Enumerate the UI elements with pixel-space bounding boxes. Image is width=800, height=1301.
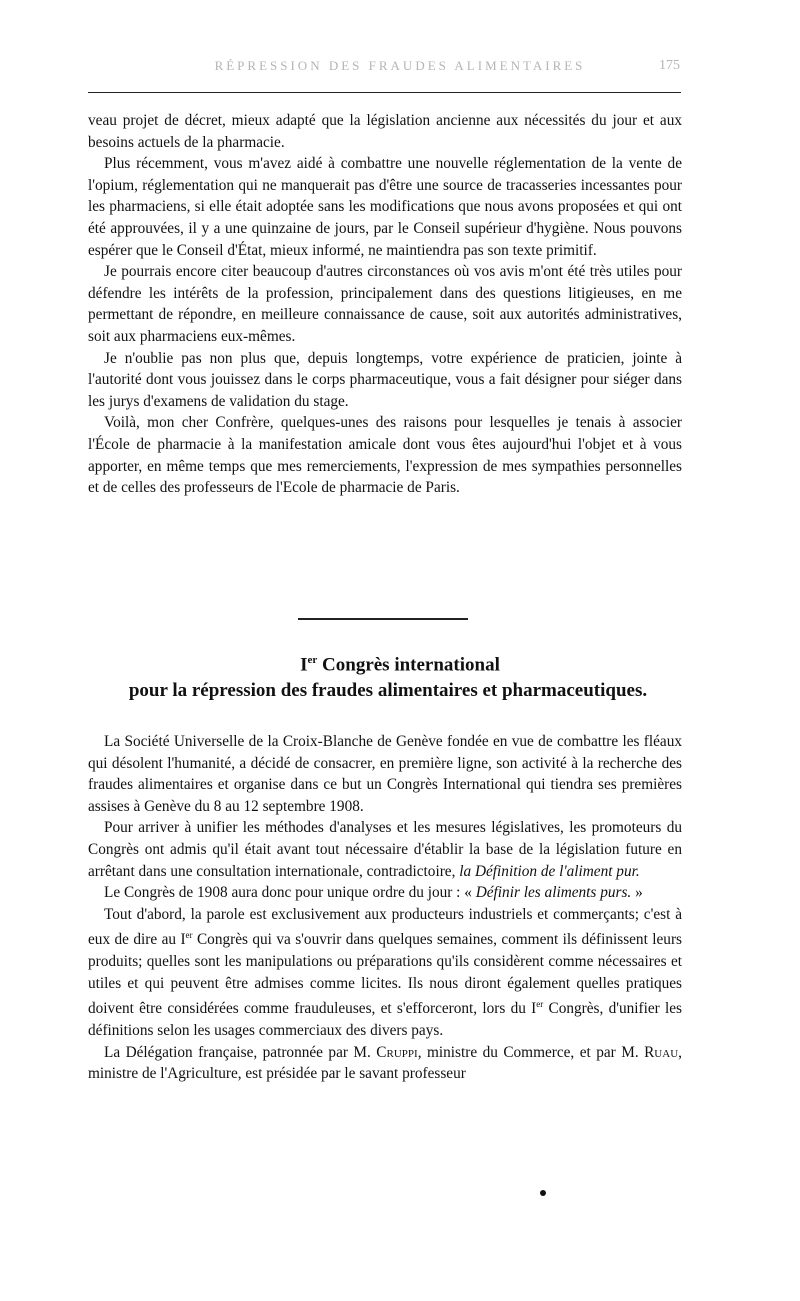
paragraph-text: Pour arriver à unifier les méthodes d'analyses et les mesures législatives, les promoteurs du Congrès ont admis qu'il était avant tout nécessaire d'établir la base de la législation future en arrêtant dans une consultation internationale, contradictoire,: [88, 819, 682, 880]
paragraph-text: , ministre de l'Agriculture, est présidée par le savant professeur: [88, 1043, 682, 1083]
paragraph: La Société Universelle de la Croix-Blanche de Genève fondée en vue de combattre les fléaux qui désolent l'humanité, a décidé de consacrer, en première ligne, son activité à la recherche des fraudes alimentaires et organise dans ce but un Congrès International qui tiendra ses premières assises à Genève du 8 au 12 septembre 1908.: [88, 733, 682, 815]
title-text: Congrès international: [317, 654, 500, 676]
ink-dot-mark: [540, 1190, 546, 1196]
superscript: er: [536, 999, 544, 1010]
paragraph: Voilà, mon cher Confrère, quelques-unes des raisons pour lesquelles je tenais à associer l'École de pharmacie à la manifestation amicale dont vous êtes aujourd'hui l'objet et à vous apporter, en même temps que mes remerciements, l'expression de mes sympathies personnelles et de celles des professeurs de l'Ecole de pharmacie de Paris.: [88, 414, 682, 497]
person-name: Ruau: [644, 1043, 679, 1061]
paragraph: Je n'oublie pas non plus que, depuis longtemps, votre expérience de praticien, jointe à l'autorité dont vous jouissez dans le corps pharmaceutique, vous a fait désigner pour siéger dans les jurys d'examens de validation du stage.: [88, 349, 682, 410]
paragraph: veau projet de décret, mieux adapté que la législation ancienne aux nécessités du jour et aux besoins actuels de la pharmacie.: [88, 112, 682, 151]
paragraph-text: Tout d'abord, la parole est exclusivement aux producteurs industriels et commerçants; c'est à eux de dire au I: [88, 905, 682, 949]
section-title-line-2: pour la répression des fraudes alimentaires et pharmaceutiques.: [128, 680, 648, 701]
paragraph-text: »: [631, 884, 643, 902]
title-ordinal: I: [300, 654, 308, 676]
section-title-line-1: [0, 648, 800, 677]
paragraph: [88, 904, 682, 1042]
superscript: er: [185, 930, 193, 941]
italic-text: Définir les aliments purs.: [475, 884, 632, 902]
paragraph-text: , ministre du Commerce, et par M.: [417, 1043, 645, 1061]
paragraph-text: Le Congrès de 1908 aura donc pour unique ordre du jour : «: [104, 884, 476, 902]
paragraph: Je pourrais encore citer beaucoup d'autres circonstances où vos avis m'ont été très utiles pour défendre les intérêts de la profession, principalement dans des questions litigieuses, en me permettant de répondre, en meilleure connaissance de cause, soit aux autorités administratives, soit aux pharmaciens eux-mêmes.: [88, 263, 682, 345]
section-divider: [298, 618, 468, 620]
paragraph: [88, 882, 682, 904]
person-name: Cruppi: [376, 1043, 418, 1061]
paragraph: [88, 817, 682, 882]
congress-text: [88, 731, 682, 1085]
running-head: RÉPRESSION DES FRAUDES ALIMENTAIRES: [214, 58, 586, 73]
letter-text: [88, 110, 682, 499]
header-rule: [88, 92, 681, 93]
paragraph: [88, 1042, 682, 1085]
paragraph-text: Congrès, d'unifier les définitions selon les usages commerciaux des divers pays.: [88, 1000, 682, 1039]
paragraph: Plus récemment, vous m'avez aidé à combattre une nouvelle réglementation de la vente de l'opium, réglementation qui ne manquerait pas d'être une source de tracasseries incessantes pour les pharmaciens, si elle était adoptée sans les modifications que nous avons proposées et qui ont été approuvées, il y a une quinzaine de jours, par le Conseil supérieur d'hygiène. Nous pouvons espérer que le Conseil d'État, mieux informé, ne maintiendra pas son texte primitif.: [88, 155, 682, 259]
paragraph-text: La Délégation française, patronnée par M.: [104, 1043, 377, 1061]
paragraph-text: Congrès qui va s'ouvrir dans quelques semaines, comment ils définissent leurs produits; quelles sont les manipulations ou préparations qu'ils considèrent comme nécessaires et utiles et qui peuvent être admises comme licites. Ils nous diront également quelles pratiques doivent être considérées comme frauduleuses, et s'efforceront, lors du I: [88, 931, 682, 1018]
italic-text: la Définition de l'aliment pur.: [459, 862, 640, 880]
page-number: 175: [659, 58, 680, 73]
title-ordinal-sup: er: [307, 654, 318, 666]
